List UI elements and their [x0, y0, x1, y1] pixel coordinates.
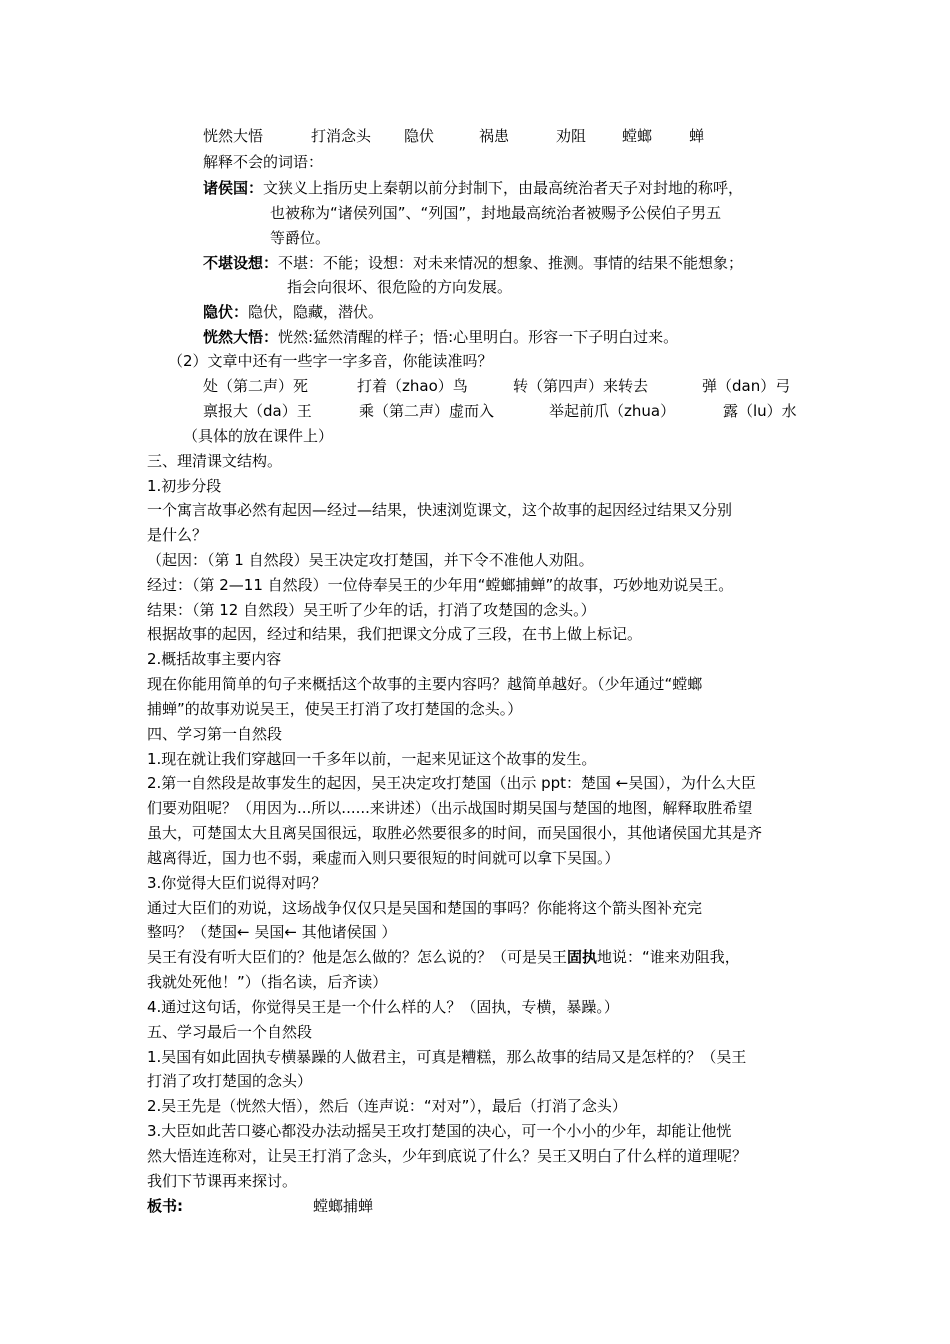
- polyphone-row: [203, 374, 803, 398]
- vocab-word: 螳螂: [622, 127, 653, 145]
- body-line: 3.你觉得大臣们说得对吗？: [147, 874, 327, 892]
- board-title: 螳螂捕蝉: [313, 1197, 374, 1215]
- body-line: 1.吴国有如此固执专横暴躁的人做君主，可真是糟糕，那么故事的结局又是怎样的？（吴王: [147, 1048, 747, 1066]
- board-label: 板书:: [147, 1197, 183, 1215]
- polyphone-item: 露（lu）水: [723, 402, 797, 420]
- term-definition: 等爵位。: [270, 229, 331, 247]
- term-definition: 不堪：不能；设想：对未来情况的想象、推测。事情的结果不能想象；: [278, 254, 744, 272]
- body-line: 我就处死他！”）（指名读，后齐读）: [147, 973, 388, 991]
- body-line: 我们下节课再来探讨。: [147, 1172, 298, 1190]
- body-line: [147, 945, 740, 969]
- term-definition: 也被称为“诸侯列国”、“列国”，封地最高统治者被赐予公侯伯子男五: [270, 204, 722, 222]
- section-heading: 四、学习第一自然段: [147, 725, 283, 743]
- body-line: 1.初步分段: [147, 477, 222, 495]
- section-heading: 五、学习最后一个自然段: [147, 1023, 313, 1041]
- term-definition: 指会向很坏、很危险的方向发展。: [287, 278, 513, 296]
- body-line: 3.大臣如此苦口婆心都没办法动摇吴王攻打楚国的决心，可一个小小的少年，却能让他恍: [147, 1122, 732, 1140]
- polyphone-note: （具体的放在课件上）: [183, 427, 334, 445]
- emphasis-text: 固执: [567, 948, 598, 966]
- body-line: 捕蝉”的故事劝说吴王，使吴王打消了攻打楚国的念头。）: [147, 700, 523, 718]
- term-definition: 恍然:猛然清醒的样子；悟:心里明白。形容一下子明白过来。: [278, 328, 679, 346]
- polyphone-item: 举起前爪（zhua）: [549, 402, 676, 420]
- term-entry: [203, 251, 743, 275]
- term-definition: 文狭义上指历史上秦朝以前分封制下，由最高统治者天子对封地的称呼，: [263, 179, 744, 197]
- vocab-word: 蝉: [689, 127, 705, 145]
- body-line: 经过：（第 2—11 自然段）一位侍奉吴王的少年用“螳螂捕蝉”的故事，巧妙地劝说吴王。: [147, 576, 734, 594]
- body-line: 结果：（第 12 自然段）吴王听了少年的话，打消了攻楚国的念头。）: [147, 601, 596, 619]
- term-label: 隐伏：: [203, 303, 249, 321]
- polyphone-item: 弹（dan）弓: [702, 377, 791, 395]
- body-line: （起因：（第 1 自然段）吴王决定攻打楚国，并下令不准他人劝阻。: [147, 551, 594, 569]
- polyphone-item: 禀报大（da）王: [203, 402, 312, 420]
- explain-intro: 解释不会的词语：: [203, 153, 324, 171]
- polyphone-item: 处（第二声）死: [203, 377, 309, 395]
- body-line: 一个寓言故事必然有起因—经过—结果，快速浏览课文，这个故事的起因经过结果又分别: [147, 501, 733, 519]
- term-label: 不堪设想：: [203, 254, 279, 272]
- vocab-word: 劝阻: [556, 127, 587, 145]
- body-line: 根据故事的起因，经过和结果，我们把课文分成了三段，在书上做上标记。: [147, 625, 643, 643]
- body-line: 现在你能用简单的句子来概括这个故事的主要内容吗？越简单越好。（少年通过“螳螂: [147, 675, 703, 693]
- polyphone-item: 转（第四声）来转去: [513, 377, 649, 395]
- body-line: 是什么？: [147, 526, 208, 544]
- vocab-word: 打消念头: [311, 127, 372, 145]
- term-label: 恍然大悟：: [203, 328, 279, 346]
- body-line: 通过大臣们的劝说，这场战争仅仅只是吴国和楚国的事吗？你能将这个箭头图补充完: [147, 899, 703, 917]
- polyphone-item: 打着（zhao）鸟: [357, 377, 468, 395]
- body-line: 4.通过这句话，你觉得吴王是一个什么样的人？（固执，专横，暴躁。）: [147, 998, 619, 1016]
- vocab-row: [203, 124, 763, 148]
- body-line: 2.吴王先是（恍然大悟），然后（连声说：“对对”），最后（打消了念头）: [147, 1097, 627, 1115]
- body-line: 虽大，可楚国太大且离吴国很远，取胜必然要很多的时间，而吴国很小，其他诸侯国尤其是齐: [147, 824, 763, 842]
- vocab-word: 祸患: [479, 127, 510, 145]
- polyphone-item: 乘（第二声）虚而入: [359, 402, 495, 420]
- term-definition: 隐伏，隐藏，潜伏。: [248, 303, 384, 321]
- body-line: 1.现在就让我们穿越回一千多年以前，一起来见证这个故事的发生。: [147, 750, 597, 768]
- body-line: 2.第一自然段是故事发生的起因，吴王决定攻打楚国（出示 ppt：楚国 ←吴国），为什么大臣: [147, 774, 756, 792]
- body-line: 整吗？（楚国← 吴国← 其他诸侯国 ）: [147, 923, 397, 941]
- polyphone-question: （2）文章中还有一些字一字多音，你能读准吗？: [168, 352, 493, 370]
- body-text: 地说：“谁来劝阻我，: [597, 948, 740, 966]
- term-entry: [203, 325, 678, 349]
- body-line: 然大悟连连称对，让吴王打消了念头，少年到底说了什么？吴王又明白了什么样的道理呢？: [147, 1147, 748, 1165]
- section-heading: 三、理清课文结构。: [147, 452, 283, 470]
- body-text: 吴王有没有听大臣们的？他是怎么做的？怎么说的？（可是吴王: [147, 948, 568, 966]
- body-line: 们要劝阻呢？（用因为...所以......来讲述）（出示战国时期吴国与楚国的地图，解释取胜希望: [147, 799, 753, 817]
- term-entry: [203, 300, 383, 324]
- body-line: 打消了攻打楚国的念头）: [147, 1072, 313, 1090]
- body-line: 越离得近，国力也不弱，乘虚而入则只要很短的时间就可以拿下吴国。）: [147, 849, 620, 867]
- term-entry: [203, 176, 743, 200]
- body-line: 2.概括故事主要内容: [147, 650, 282, 668]
- vocab-word: 恍然大悟: [203, 127, 264, 145]
- polyphone-row: [203, 399, 813, 423]
- term-label: 诸侯国：: [203, 179, 264, 197]
- vocab-word: 隐伏: [404, 127, 435, 145]
